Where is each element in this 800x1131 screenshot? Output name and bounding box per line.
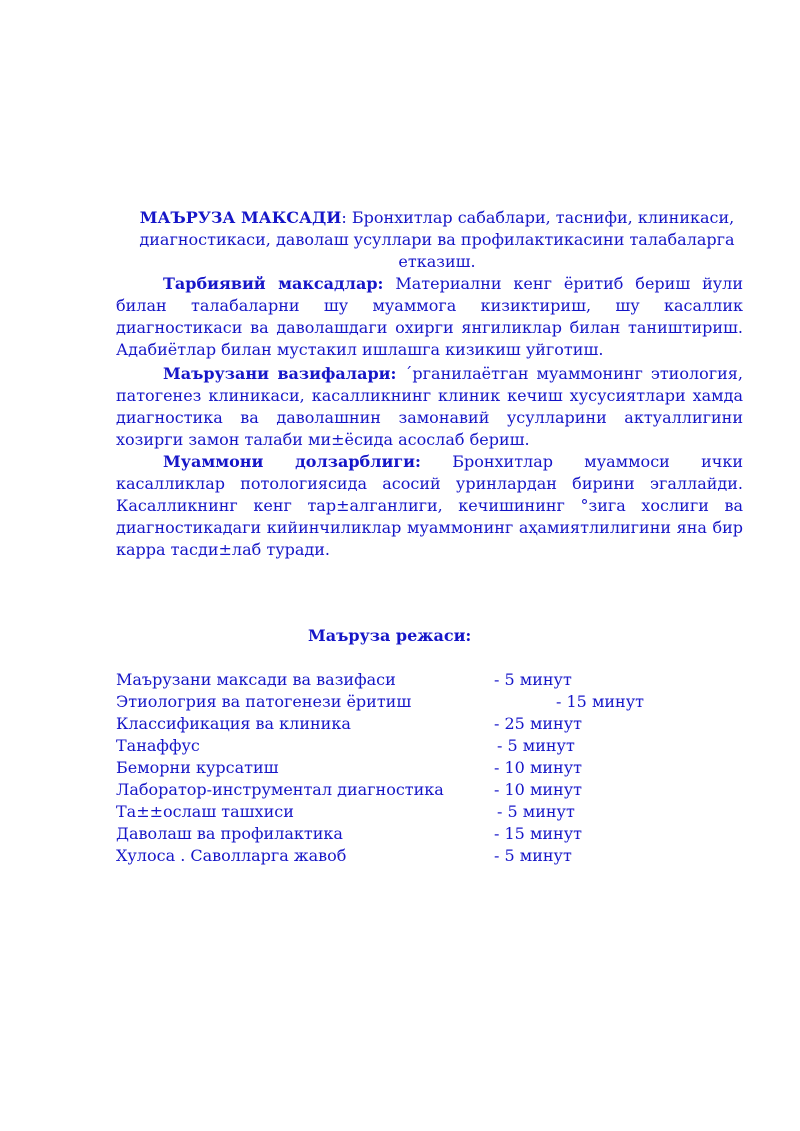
plan-time: - 15 минут (494, 824, 582, 843)
plan-item: Беморни курсатиш (116, 758, 279, 777)
relevance-label: Муаммони долзарблиги: (163, 452, 421, 471)
lecture-tasks-paragraph (116, 363, 743, 451)
plan-row (116, 823, 756, 845)
plan-row (116, 735, 756, 757)
lecture-goal-label: МАЪРУЗА МАКСАДИ (139, 208, 342, 227)
lecture-tasks-text: ´рганилаётган муаммонинг этиология, патогенез клиникаси, касалликнинг клиник кечиш хусусиятлари хамда диагностика ва даволашнин замонавий усулларини актуаллигини хозирги замон талаби ми±ёсида асослаб бериш. (116, 364, 743, 449)
educational-goals-paragraph (116, 273, 743, 361)
relevance-paragraph (116, 451, 743, 561)
plan-item: Хулоса . Саволларга жавоб (116, 846, 347, 865)
plan-time: - 10 минут (494, 780, 582, 799)
educational-goals-label: Тарбиявий максадлар: (163, 274, 384, 293)
plan-item: Та±±ослаш ташхиси (116, 802, 294, 821)
lecture-goal-text: : Бронхитлар сабаблари, таснифи, клиникаси, диагностикаси, даволаш усуллари ва профилактикасини талабаларга етказиш. (139, 208, 735, 271)
lecture-tasks-label: Маърузани вазифалари: (163, 364, 397, 383)
plan-item: Танаффус (116, 736, 200, 755)
plan-item: Даволаш ва профилактика (116, 824, 343, 843)
plan-time: - 5 минут (497, 736, 575, 755)
plan-time: - 5 минут (494, 670, 572, 689)
plan-row (116, 713, 756, 735)
plan-time: - 25 минут (494, 714, 582, 733)
plan-title: Маъруза режаси: (308, 626, 472, 645)
plan-time: - 10 минут (494, 758, 582, 777)
plan-time: - 5 минут (497, 802, 575, 821)
educational-goals-text: Материални кенг ёритиб бериш йули билан талабаларни шу муаммога кизиктириш, шу касаллик диагностикаси ва даволашдаги охирги янгиликлар билан таништириш. Адабиётлар билан мустакил ишлашга кизикиш уйготиш. (116, 274, 744, 359)
relevance-text: Бронхитлар муаммоси ички касалликлар потологиясида асосий уринлардан бирини эгаллайди. Касалликнинг кенг тар±алганлиги, кечишининг °зига хослиги ва диагностикадаги кийинчиликлар муаммонинг аҳамиятлилигини яна бир карра тасди±лаб туради. (116, 452, 743, 559)
plan-row (116, 845, 756, 867)
plan-time: - 5 минут (494, 846, 572, 865)
plan-item: Лаборатор-инструментал диагностика (116, 780, 444, 799)
plan-row (116, 757, 756, 779)
lecture-goal (116, 207, 758, 273)
plan-time: - 15 минут (556, 692, 644, 711)
plan-item: Классификация ва клиника (116, 714, 351, 733)
plan-item: Этиологрия ва патогенези ёритиш (116, 692, 412, 711)
plan-row (116, 779, 756, 801)
plan-row (116, 669, 756, 691)
plan-row (116, 801, 756, 823)
plan-item: Маърузани максади ва вазифаси (116, 670, 396, 689)
plan-row (116, 691, 756, 713)
